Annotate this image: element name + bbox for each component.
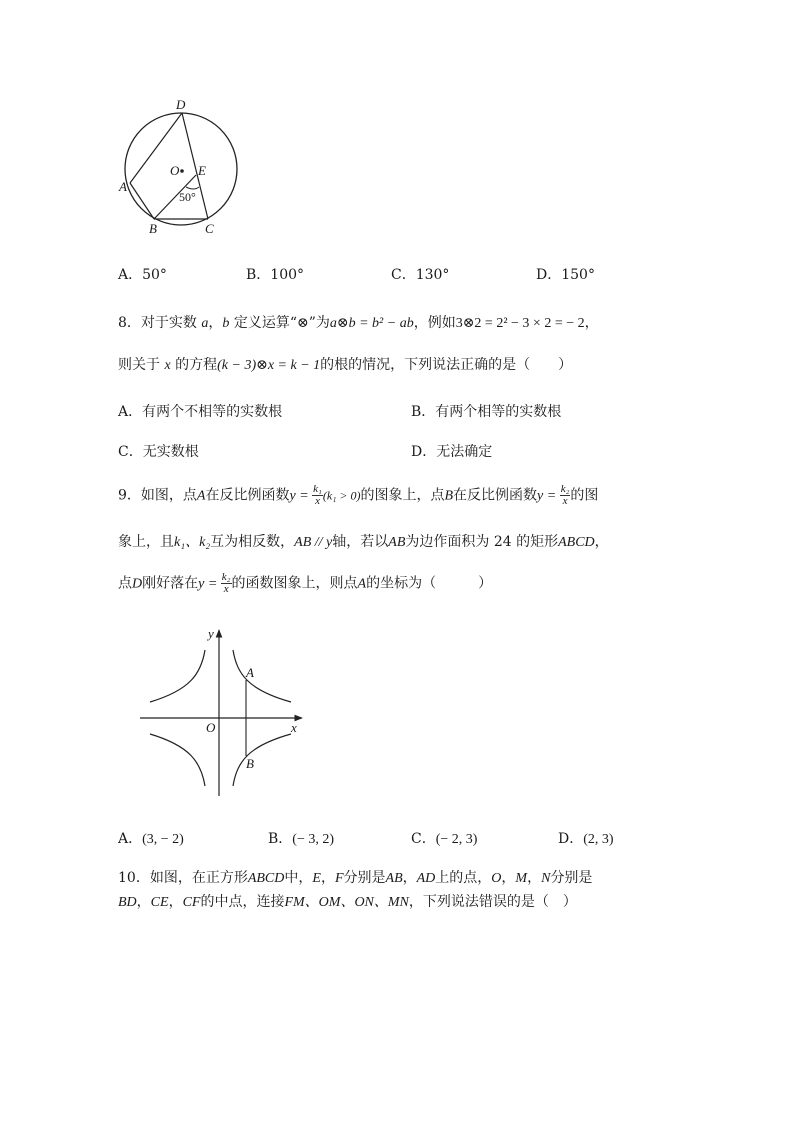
curve-quadrant-4 (233, 734, 291, 786)
q9-point-d: D (132, 576, 143, 592)
q9-func1-cond: (k₁ > 0) (322, 488, 361, 503)
q10-line2 (118, 891, 577, 911)
q9-func1-den: x (315, 495, 320, 507)
q8-option-b: B．有两个相等的实数根 (411, 404, 562, 420)
q9-abcd: ABCD (558, 535, 595, 550)
q9-hyperbola-figure (136, 624, 311, 799)
q9-option-a-value: (3, − 2) (142, 832, 184, 847)
q9-option-d-value: (2, 3) (583, 832, 614, 847)
label-b: B (246, 756, 254, 771)
q9-text-2c: 轴，若以 (332, 534, 389, 550)
q9-line3 (118, 572, 492, 595)
q9-number: 9． (118, 487, 141, 504)
q10-m: M (515, 871, 528, 886)
circle-o (125, 113, 237, 225)
q8-comma: ， (208, 315, 223, 331)
q10-o: O (491, 871, 502, 886)
q8-line1 (118, 312, 599, 332)
q8-def-expr: a⊗b = b² − ab (329, 316, 414, 331)
label-b: B (149, 221, 157, 236)
q9-option-c-value: (− 2, 3) (435, 832, 478, 847)
q10-c1: ， (320, 870, 335, 886)
q9-func3-den: x (223, 583, 229, 595)
q9-func2-y: y = (537, 488, 560, 504)
q8-option-d: D．无法确定 (411, 444, 493, 460)
q7-option-c: C．130° (391, 267, 450, 283)
q9-text-2d: 为边作面积为 24 的矩形 (405, 534, 559, 550)
q9-text-1d: 在反比例函数 (453, 487, 538, 504)
q9-point-b: B (444, 488, 454, 504)
q10-text-1a: 如图，在正方形 (149, 870, 248, 886)
q8-text-1b: 定义运算“⊗”为 (233, 315, 330, 331)
q10-bd: BD (118, 895, 137, 910)
q9-option-a-letter: A． (118, 831, 143, 847)
q9-text-1b: 在反比例函数 (205, 487, 290, 504)
label-d: D (176, 97, 186, 112)
curve-quadrant-3 (150, 734, 205, 786)
q9-text-3c: 的函数图象上，则点 (231, 575, 358, 592)
label-e: E (198, 163, 206, 178)
q9-option-b-letter: B． (268, 831, 293, 847)
q9-func2-frac (560, 484, 571, 507)
q9-func3-frac (221, 572, 232, 595)
q8-var-x: x (164, 358, 171, 373)
q8-option-c: C．无实数根 (118, 444, 199, 460)
q10-text-1c: 分别是 (343, 870, 386, 886)
q10-text-2a: 的中点，连接 (200, 894, 285, 910)
q10-segments: FM、OM、ON、MN (284, 895, 409, 910)
center-dot (180, 169, 184, 173)
q8-number: 8． (118, 315, 141, 331)
q7-option-b: B．100° (246, 267, 305, 283)
q9-text-1c: 的图象上，点 (360, 487, 445, 504)
curve-quadrant-1 (233, 650, 291, 702)
label-angle: 50° (179, 190, 196, 204)
q9-text-3a: 点 (118, 575, 132, 592)
q9-line1 (118, 484, 598, 507)
q8-line2 (118, 354, 572, 374)
segment-ab (130, 183, 154, 219)
q10-text-1b: 中， (284, 870, 313, 886)
q9-func1-num: k₁ (313, 483, 322, 495)
q9-text-2a: 象上，且 (118, 534, 174, 550)
q9-option-d (558, 828, 614, 848)
q10-line1 (118, 867, 592, 887)
q8-text-1a: 对于实数 (140, 315, 197, 331)
q7-circle-figure (110, 95, 250, 240)
curve-quadrant-2 (150, 650, 205, 702)
q8-text-2b: 的方程 (175, 357, 218, 373)
q8-text-2a: 则关于 (118, 357, 160, 373)
q10-number: 10． (118, 870, 150, 886)
label-o: O (170, 163, 180, 178)
q9-text-2b: 互为相反数， (210, 534, 295, 550)
q9-k-pair: k₁、k₂ (174, 535, 211, 550)
q10-e: E (312, 871, 321, 886)
q10-ce: CE (150, 895, 169, 910)
q9-option-b (268, 828, 334, 848)
q9-option-d-letter: D． (558, 831, 584, 847)
q9-option-c (411, 828, 477, 848)
q10-c4: ， (527, 870, 542, 886)
q9-text-1a: 如图，点 (140, 487, 197, 504)
q9-option-b-value: (− 3, 2) (292, 832, 335, 847)
label-o: O (206, 720, 216, 735)
q10-text-1d: 上的点， (435, 870, 492, 886)
q9-point-a-2: A (357, 576, 367, 592)
q9-option-c-letter: C． (411, 831, 436, 847)
q10-c3: ， (501, 870, 516, 886)
q9-func1-frac (312, 484, 323, 507)
q10-abcd: ABCD (247, 871, 285, 886)
q9-ab: AB (388, 535, 406, 550)
label-a: A (246, 665, 254, 680)
q7-option-d: D．150° (536, 267, 595, 283)
q10-f: F (334, 871, 344, 886)
q10-ad: AD (416, 871, 436, 886)
label-x: x (291, 720, 297, 735)
label-c: C (205, 221, 214, 236)
q9-option-a (118, 828, 184, 848)
q9-func2-num: k₂ (560, 483, 570, 495)
q9-func3-num: k₂ (221, 571, 231, 583)
q8-equation: (k − 3)⊗x = k − 1 (217, 358, 321, 373)
q10-c5: ， (136, 894, 151, 910)
q10-n: N (541, 871, 551, 886)
angle-arc (186, 187, 199, 189)
q9-text-3d: 的坐标为（ ） (366, 575, 493, 592)
q8-text-1-end: ， (584, 315, 599, 331)
q9-func3-y: y = (198, 576, 221, 592)
label-y: y (208, 626, 214, 641)
q7-option-a: A．50° (118, 267, 167, 283)
q10-text-2b: ，下列说法错误的是（ ） (408, 894, 577, 910)
label-a: A (119, 179, 127, 194)
q9-text-3b: 刚好落在 (142, 575, 199, 592)
q9-func2-den: x (562, 495, 568, 507)
q9-text-1e: 的图 (570, 487, 599, 504)
q8-var-b: b (222, 316, 230, 331)
q9-func1-y: y = (289, 488, 313, 504)
q8-example-expr: 3⊗2 = 2² − 3 × 2 = − 2 (455, 316, 585, 331)
q8-option-a: A．有两个不相等的实数根 (118, 404, 283, 420)
q8-text-1c: ，例如 (413, 315, 456, 331)
q10-c2: ， (402, 870, 417, 886)
q10-ab: AB (385, 871, 403, 886)
q9-text-2e: ， (594, 534, 609, 550)
q10-text-1e: 分别是 (550, 870, 593, 886)
q10-cf: CF (182, 895, 201, 910)
q8-text-2c: 的根的情况，下列说法正确的是（ ） (320, 357, 573, 373)
q9-line2 (118, 531, 609, 551)
q9-parallel: AB // y (294, 535, 333, 550)
q9-point-a: A (196, 488, 206, 504)
q10-c6: ， (168, 894, 183, 910)
q8-var-a: a (201, 316, 209, 331)
